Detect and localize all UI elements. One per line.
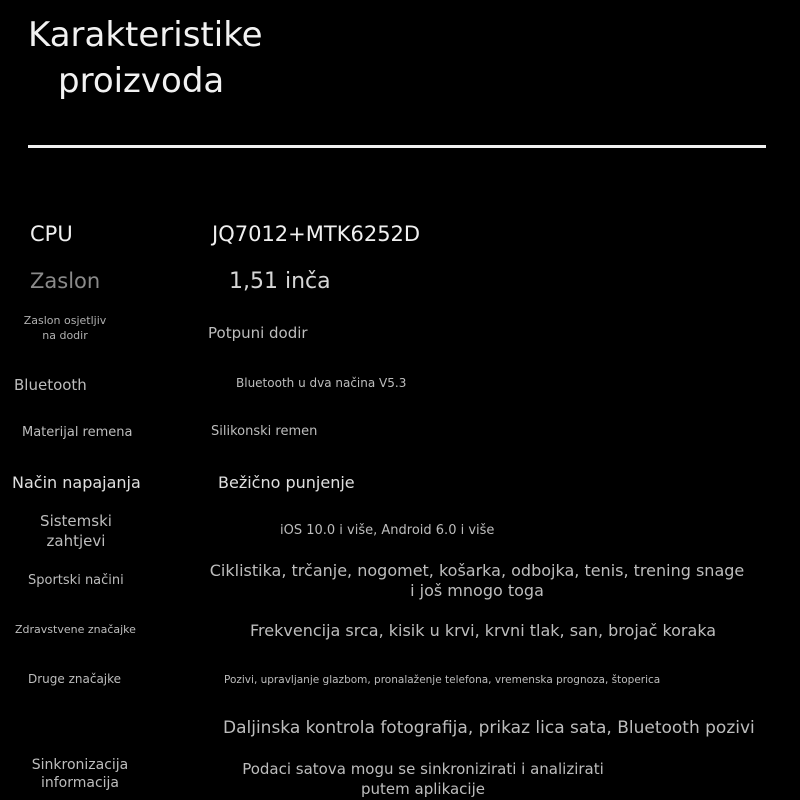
spec-value-sports: Ciklistika, trčanje, nogomet, košarka, odbojka, tenis, trening snage i još mnogo toga	[209, 561, 745, 600]
spec-label-bluetooth: Bluetooth	[14, 376, 87, 394]
spec-label-touch: Zaslon osjetljiv na dodir	[23, 314, 107, 342]
spec-label-strap: Materijal remena	[22, 425, 133, 440]
spec-value-charging: Bežično punjenje	[218, 473, 355, 492]
page-title	[28, 12, 263, 104]
spec-label-health: Zdravstvene značajke	[15, 623, 136, 636]
spec-value-touch: Potpuni dodir	[208, 324, 308, 342]
spec-value-other: Pozivi, upravljanje glazbom, pronalaženje telefona, vremenska prognoza, štoperica	[224, 674, 661, 686]
spec-label-other: Druge značajke	[28, 672, 122, 686]
spec-label-system: Sistemski zahtjevi	[40, 512, 112, 550]
spec-value-strap: Silikonski remen	[211, 424, 318, 439]
spec-value-cpu: JQ7012+MTK6252D	[212, 222, 421, 246]
spec-label-sports: Sportski načini	[28, 573, 124, 588]
spec-label-cpu: CPU	[30, 222, 73, 246]
spec-value-bluetooth: Bluetooth u dva načina V5.3	[236, 376, 407, 390]
spec-value-screen: 1,51 inča	[229, 269, 331, 294]
spec-label-sync: Sinkronizacija informacija	[31, 757, 129, 791]
spec-value-health: Frekvencija srca, kisik u krvi, krvni tlak, san, brojač koraka	[250, 621, 717, 640]
title-line-1: Karakteristike	[28, 15, 263, 55]
spec-label-screen: Zaslon	[30, 269, 101, 293]
spec-value-sync: Podaci satova mogu se sinkronizirati i analizirati putem aplikacije	[242, 760, 604, 798]
spec-label-charging: Način napajanja	[12, 473, 141, 492]
divider	[28, 145, 766, 148]
title-line-2: proizvoda	[58, 61, 225, 101]
spec-value-system: iOS 10.0 i više, Android 6.0 i više	[280, 523, 495, 538]
spec-value-extra: Daljinska kontrola fotografija, prikaz lica sata, Bluetooth pozivi	[223, 718, 755, 738]
